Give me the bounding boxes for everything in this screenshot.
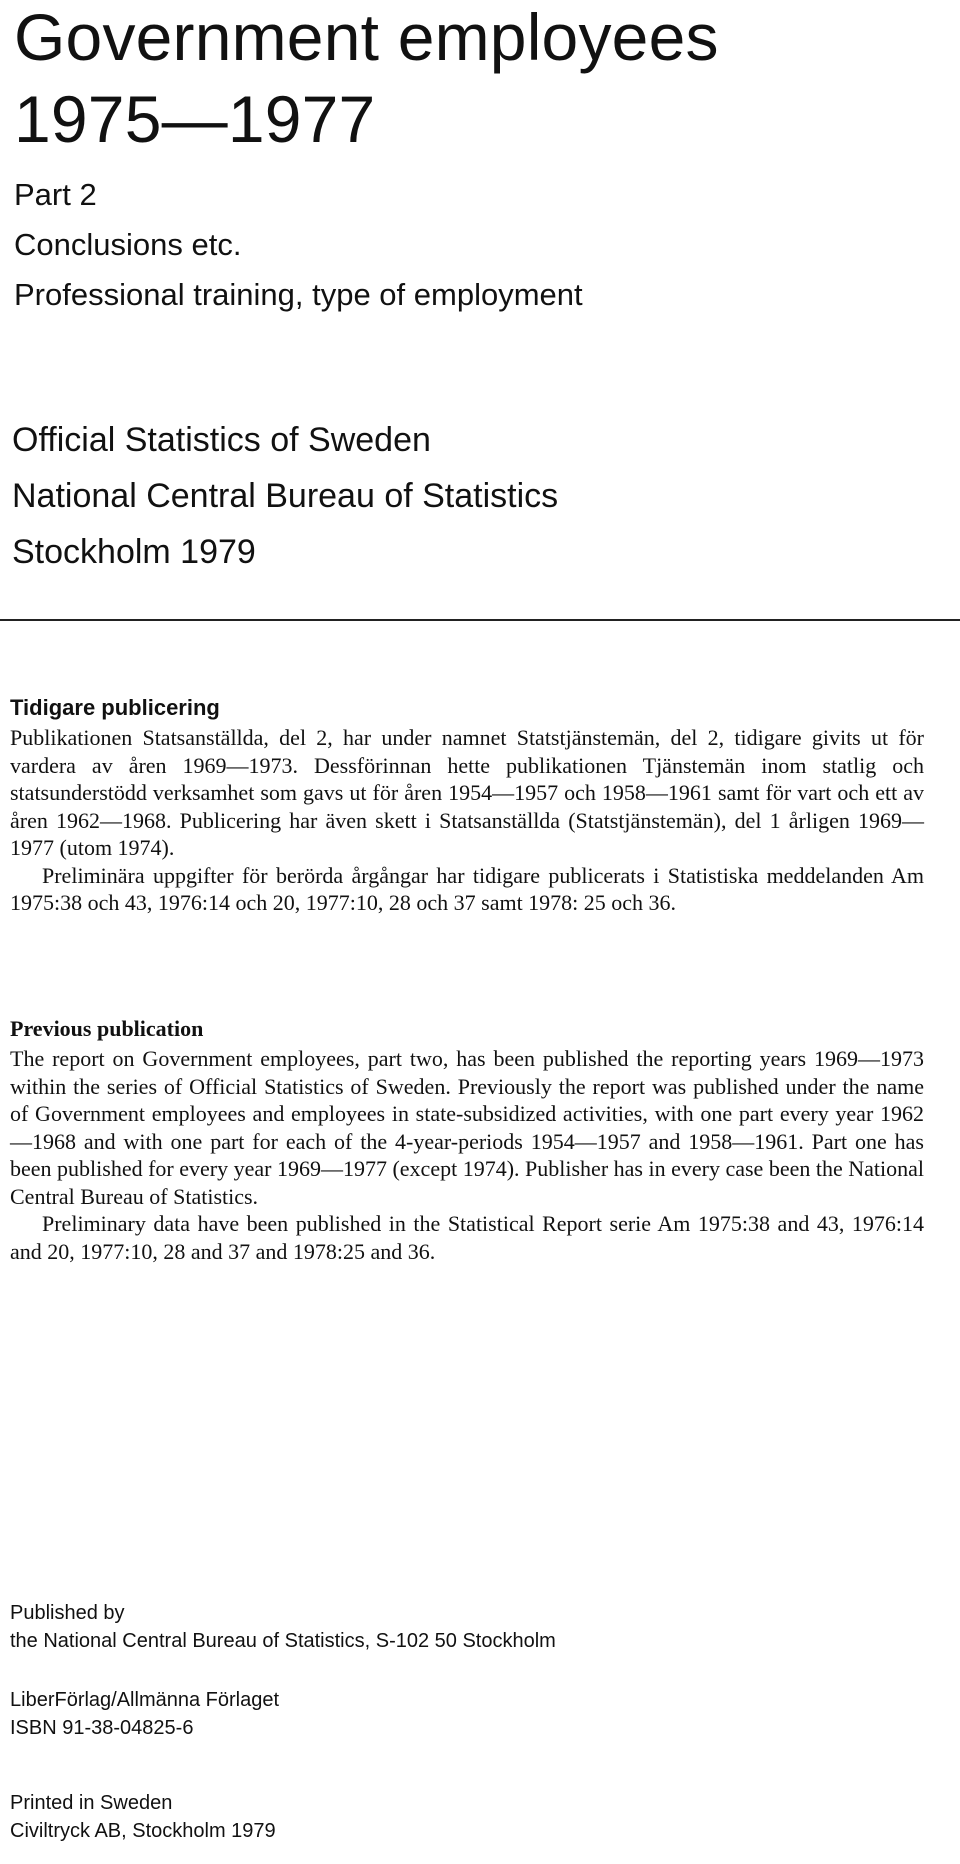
- liber-forlag: LiberFörlag/Allmänna Förlaget: [10, 1689, 280, 1711]
- swedish-section: [10, 694, 924, 917]
- subtitle-conclusions: Conclusions etc.: [14, 227, 242, 262]
- swedish-heading: Tidigare publicering: [10, 695, 220, 720]
- subtitle-part: Part 2: [14, 177, 97, 212]
- bureau-name: National Central Bureau of Statistics: [12, 477, 559, 515]
- series-block: [12, 412, 558, 580]
- isbn-block: [10, 1686, 279, 1742]
- published-by-block: [10, 1599, 556, 1655]
- swedish-paragraph-2: Preliminära uppgifter för berörda årgångar har tidigare publicerats i Statistiska meddelanden Am 1975:38 och 43, 1976:14 och 20, 1977:10, 28 och 37 samt 1978: 25 och 36.: [10, 862, 924, 915]
- horizontal-divider: [0, 619, 960, 621]
- printer-name: Civiltryck AB, Stockholm 1979: [10, 1820, 276, 1842]
- publisher-address: the National Central Bureau of Statistics, S-102 50 Stockholm: [10, 1630, 556, 1652]
- english-paragraph-2: Preliminary data have been published in the Statistical Report serie Am 1975:38 and 43, 1976:14 and 20, 1977:10, 28 and 37 and 1978:25 and 36.: [10, 1211, 924, 1264]
- subtitle-topics: Professional training, type of employment: [14, 277, 583, 312]
- english-section: [10, 1015, 924, 1265]
- printed-in: Printed in Sweden: [10, 1792, 173, 1814]
- series-name: Official Statistics of Sweden: [12, 421, 431, 459]
- english-heading: Previous publication: [10, 1016, 204, 1041]
- title-line-1: Government employees: [14, 0, 719, 74]
- printer-block: [10, 1789, 276, 1845]
- isbn-number: ISBN 91-38-04825-6: [10, 1717, 194, 1739]
- title-line-2: 1975—1977: [14, 82, 376, 156]
- place-year: Stockholm 1979: [12, 533, 256, 571]
- document-subtitle: [14, 170, 583, 320]
- english-paragraph-1: The report on Government employees, part two, has been published the reporting years 1969—1973 within the series of Official Statistics of Sweden. Previously the report was published under the name of Government employees and employees in state-subsidized activities, with one part every year 1962—1968 and with one part for each of the 4-year-periods 1954—1957 and 1958—1961. Part one has been published for every year 1969—1977 (except 1974). Publisher has in every case been the National Central Bureau of Statistics.: [10, 1046, 924, 1209]
- published-by-label: Published by: [10, 1602, 125, 1624]
- swedish-paragraph-1: Publikationen Statsanställda, del 2, har under namnet Statstjänstemän, del 2, tidigare givits ut för vardera av åren 1969—1973. Dessförinnan hette publikationen Tjänstemän inom statlig och statsunderstödd verksamhet som gavs ut för åren 1954—1957 och 1958—1961 samt för vart och ett av åren 1962—1968. Publicering har även skett i Statsanställda (Statstjänstemän), del 1 årligen 1969—1977 (utom 1974).: [10, 725, 924, 860]
- document-title: [14, 0, 719, 160]
